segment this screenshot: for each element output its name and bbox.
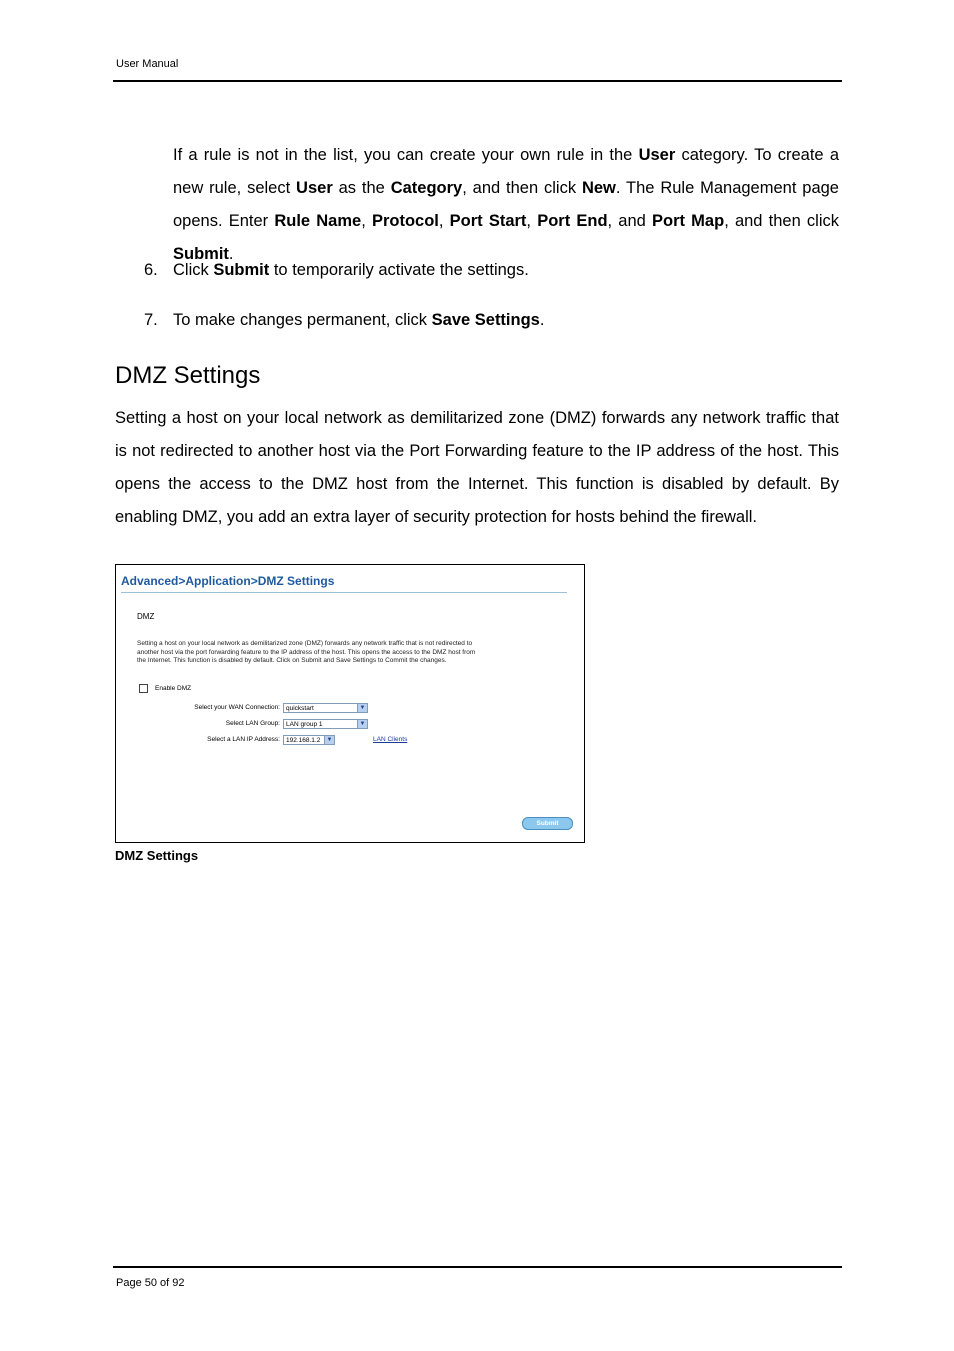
header-divider: [113, 80, 842, 82]
enable-dmz-row: [139, 684, 191, 693]
enable-dmz-label: Enable DMZ: [155, 685, 192, 692]
step-number: 6.: [144, 261, 158, 279]
section-body: Setting a host on your local network as demilitarized zone (DMZ) forwards any network traffic that is not redirected to another host via the Port Forwarding feature to the IP address of the host. This opens the access to the DMZ host from the Internet. This function is disabled by default. By enabling DMZ, you add an extra layer of security protection for hosts behind the firewall.: [115, 409, 839, 526]
footer-divider: [113, 1266, 842, 1268]
wan-connection-label: Select your WAN Connection:: [194, 704, 280, 711]
lan-group-row: [136, 719, 556, 731]
breadcrumb: Advanced>Application>DMZ Settings: [121, 574, 335, 588]
section-title: DMZ Settings: [115, 362, 261, 389]
lan-group-label: Select LAN Group:: [225, 720, 280, 727]
step-7: 7. To make changes permanent, click Save Settings.: [144, 304, 844, 337]
chevron-down-icon: ▼: [357, 720, 367, 728]
lan-ip-label: Select a LAN IP Address:: [207, 736, 280, 743]
wan-connection-select[interactable]: quickstart ▼: [283, 703, 368, 713]
step-number: 7.: [144, 311, 158, 329]
header-title: User Manual: [116, 58, 179, 70]
lan-group-select[interactable]: LAN group 1 ▼: [283, 719, 368, 729]
dmz-description: Setting a host on your local network as demilitarized zone (DMZ) forwards any network traffic that is not redirected to another host via the port forwarding feature to the IP address of the host. This opens the access to the DMZ host from the Internet. This function is disabled by default. Click on Submit and Save Settings to Commit the changes.: [137, 640, 476, 664]
figure-caption: DMZ Settings: [115, 848, 199, 863]
intro-paragraph: If a rule is not in the list, you can create your own rule in the User category. To create a new rule, select User as the Category, and then click New. The Rule Management page opens. Enter Rule Name, Protocol, Port Start, Port End, and Port Map, and then click Submit.: [173, 146, 840, 263]
step-6: 6. Click Submit to temporarily activate the settings.: [144, 254, 844, 287]
dmz-settings-screenshot: [115, 564, 585, 843]
submit-button[interactable]: Submit: [522, 817, 573, 830]
page-number: Page 50 of 92: [116, 1277, 185, 1289]
enable-dmz-checkbox[interactable]: [139, 684, 148, 693]
wan-connection-row: [136, 703, 556, 715]
chevron-down-icon: ▼: [324, 736, 334, 744]
lan-ip-select[interactable]: 192.168.1.2 ▼: [283, 735, 335, 745]
dmz-heading: DMZ: [137, 612, 155, 621]
lan-ip-row: [136, 735, 556, 747]
title-divider: [121, 592, 567, 593]
lan-clients-link[interactable]: LAN Clients: [373, 736, 408, 743]
chevron-down-icon: ▼: [357, 704, 367, 712]
